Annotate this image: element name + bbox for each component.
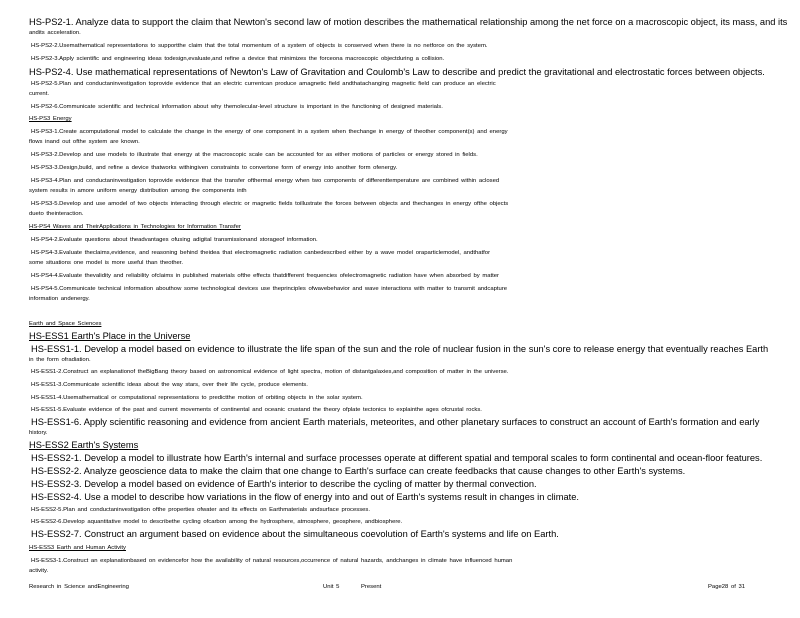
standard-ess3-1: HS-ESS3-1.Construct an explanationbased on evidencefor how the availability of natural resources,occurrence of natural hazards, andchanges in climate have influenced human <box>31 558 513 564</box>
standard-ps3-5-continued: dueto theinteraction. <box>29 211 84 217</box>
standard-ps2-3: HS-PS2-3.Apply scientific and engineering ideas todesign,evaluate,and refine a device that minimizes the forceona macroscopic objectduring a collision. <box>31 56 445 62</box>
standard-ps2-2: HS-PS2-2.Usemathematical representations to supportthe claim that the total momentum of a system of objects is conserved when there is no netforce on the system. <box>31 43 488 49</box>
standard-ess2-5: HS-ESS2-5.Plan and conductaninvestigation ofthe properties ofwater and its effects on Earthmaterials andsurface processes. <box>31 507 371 513</box>
standard-ps3-4-continued: system results in amore uniform energy distribution among the components inth <box>29 188 247 194</box>
standard-ps2-1-continued: andits acceleration. <box>29 30 81 36</box>
standard-ps4-2: HS-PS4-2.Evaluate questions about theadvantages ofusing adigital transmissionand storageof information. <box>31 237 318 243</box>
standard-ps4-5: HS-PS4-5.Communicate technical information abouthow some technological devices use theprinciples ofwavebehavior and wave interactions with matter to transmit andcapture <box>31 286 508 292</box>
standard-ess2-4: HS-ESS2-4. Use a model to describe how variations in the flow of energy into and out of Earth's systems result in changes in climate. <box>31 492 579 502</box>
footer-title: Research in Science andEngineering <box>29 584 129 590</box>
heading-earth-space-sciences: Earth and Space Sciences <box>29 321 102 327</box>
standard-ess1-2: HS-ESS1-2.Construct an explanationof theBigBang theory based on astronomical evidence of light spectra, motion of distantgalaxies,and composition of matter in the universe. <box>31 369 509 375</box>
heading-ps4-waves: HS-PS4 Waves and TheirApplications in Technologies for Information Transfer <box>29 224 241 230</box>
standard-ess2-2: HS-ESS2-2. Analyze geoscience data to make the claim that one change to Earth's surface can create feedbacks that cause changes to other Earth's systems. <box>31 466 686 476</box>
standard-ess1-6-continued: history. <box>29 430 48 436</box>
standard-ps2-4: HS-PS2-4. Use mathematical representations of Newton's Law of Gravitation and Coulomb's Law to describe and predict the gravitational and electrostatic forces between objects. <box>29 67 765 77</box>
standard-ess1-1-continued: in the form ofradiation. <box>29 357 91 363</box>
standard-ess3-1-continued: activity. <box>29 568 49 574</box>
standard-ess1-1: HS-ESS1-1. Develop a model based on evidence to illustrate the life span of the sun and the role of nuclear fusion in the sun's core to release energy that eventually reaches Earth <box>31 344 769 354</box>
standard-ess1-6: HS-ESS1-6. Apply scientific reasoning and evidence from ancient Earth materials, meteorites, and other planetary surfaces to construct an account of Earth's formation and early <box>31 417 760 427</box>
standard-ess2-1: HS-ESS2-1. Develop a model to illustrate how Earth's internal and surface processes operate at different spatial and temporal scales to form continental and ocean-floor features. <box>31 453 763 463</box>
heading-ess2: HS-ESS2 Earth's Systems <box>29 440 139 450</box>
standard-ps3-4: HS-PS3-4.Plan and conductaninvestigation toprovide evidence that the transfer ofthermal energy when two components of differenttemperature are combined within aclosed <box>31 178 500 184</box>
heading-ess3: HS-ESS3 Earth and Human Activity <box>29 545 126 551</box>
standard-ps3-2: HS-PS3-2.Develop and use models to illustrate that energy at the macroscopic scale can be accounted for as either motions of particles or energy stored in fields. <box>31 152 478 158</box>
standard-ps2-6: HS-PS2-6.Communicate scientific and technical information about why themolecular-level structure is important in the functioning of designed materials. <box>31 104 443 110</box>
standard-ps3-5: HS-PS3-5.Develop and use amodel of two objects interacting through electric or magnetic fields toillustrate the forces between objects and thechanges in energy ofthe objects <box>31 201 509 207</box>
footer-unit: Unit 5 <box>323 584 340 590</box>
standard-ess1-5: HS-ESS1-5.Evaluate evidence of the past and current movements of continental and oceanic crustand the theory ofplate tectonics to explainthe ages ofcrustal rocks. <box>31 407 482 413</box>
standard-ps3-1-continued: flows inand out ofthe system are known. <box>29 139 140 145</box>
standard-ess2-7: HS-ESS2-7. Construct an argument based on evidence about the simultaneous coevolution of Earth's systems and life on Earth. <box>31 529 559 539</box>
standard-ps3-1: HS-PS3-1.Create acomputational model to calculate the change in the energy of one component in a system when thechange in energy of theother component(s) and energy <box>31 129 508 135</box>
heading-ess1: HS-ESS1 Earth's Place in the Universe <box>29 331 191 341</box>
heading-ps3-energy: HS-PS3 Energy <box>29 116 72 122</box>
standard-ps4-3-continued: some situations one model is more useful than theother. <box>29 260 184 266</box>
standard-ess2-3: HS-ESS2-3. Develop a model based on evidence of Earth's interior to describe the cycling of matter by thermal convection. <box>31 479 537 489</box>
standard-ps3-3: HS-PS3-3.Design,build, and refine a device thatworks withingiven constraints to convertone form of energy into another form ofenergy. <box>31 165 398 171</box>
standard-ps2-5-continued: current. <box>29 91 49 97</box>
standard-ps4-5-continued: information andenergy. <box>29 296 90 302</box>
standard-ps4-3: HS-PS4-3.Evaluate theclaims,evidence, and reasoning behind theidea that electromagnetic radiation canbedescribed either by a wave model oraparticlemodel, andthatfor <box>31 250 491 256</box>
standard-ess1-4: HS-ESS1-4.Usemathematical or computational representations to predictthe motion of orbiting objects in the solar system. <box>31 395 363 401</box>
standard-ps4-4: HS-PS4-4.Evaluate thevalidity and reliability ofclaims in published materials ofthe effects thatdifferent frequencies ofelectromagnetic radiation have when absorbed by matter <box>31 273 500 279</box>
footer-status: Present <box>361 584 382 590</box>
standard-ess1-3: HS-ESS1-3.Communicate scientific ideas about the way stars, over their life cycle, produce elements. <box>31 382 308 388</box>
standard-ess2-6: HS-ESS2-6.Develop aquantitative model to describethe cycling ofcarbon among the hydrosphere, atmosphere, geosphere, andbiosphere. <box>31 519 403 525</box>
standard-ps2-1: HS-PS2-1. Analyze data to support the claim that Newton's second law of motion describes the mathematical relationship among the net force on a macroscopic object, its mass, and its <box>29 17 788 27</box>
footer-page-number: Page28 of 31 <box>708 584 746 590</box>
standard-ps2-5: HS-PS2-5.Plan and conductaninvestigation toprovide evidence that an electric currentcan produce amagnetic field andthatachanging magnetic field can produce an electric <box>31 81 496 87</box>
